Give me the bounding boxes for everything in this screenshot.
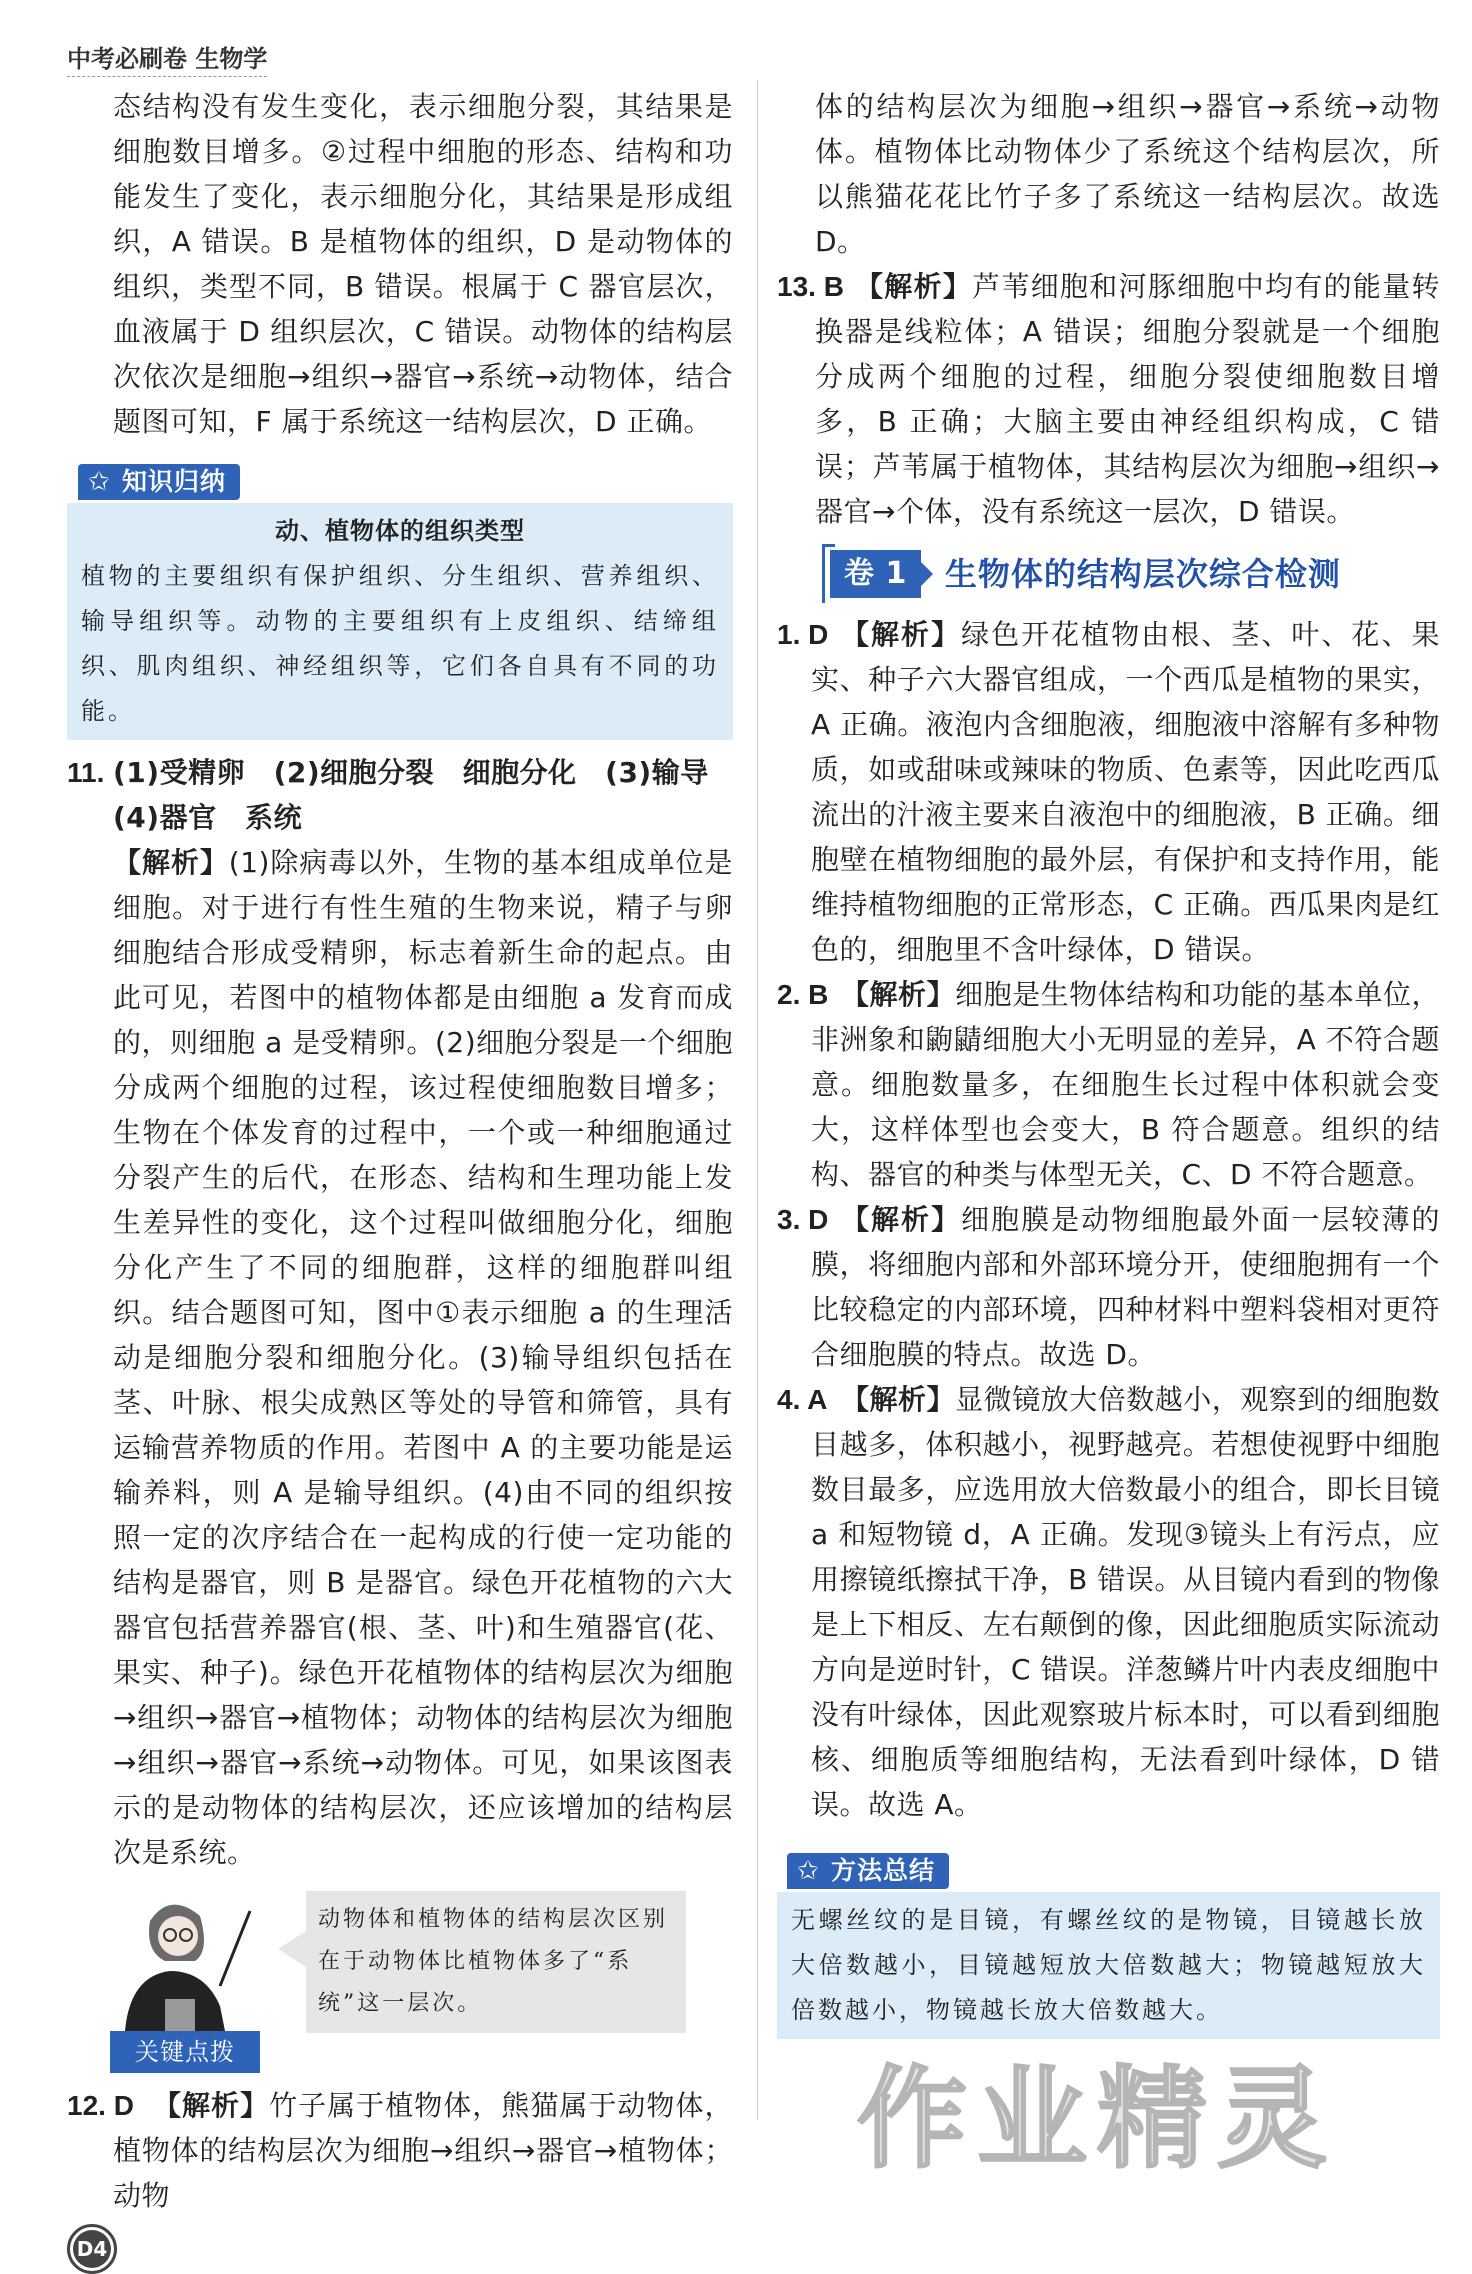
column-divider (757, 80, 758, 2120)
page-number-badge (67, 2224, 117, 2274)
key-tip-figure (110, 1891, 260, 2073)
question-3 (777, 1197, 1440, 1377)
q11-answer-2: (4)器官 系统 (113, 801, 303, 834)
speech-bubble-tail (278, 1931, 306, 1967)
q3-number: 3. D (777, 1204, 829, 1235)
question-11 (67, 750, 733, 1875)
q2-analysis-tag: 【解析】 (841, 978, 956, 1011)
heading-bracket (822, 544, 835, 603)
star-icon: ✩ (88, 467, 111, 497)
key-tip (110, 1891, 733, 2073)
watermark: 作业精灵 (857, 2055, 1337, 2183)
knowledge-label (78, 464, 240, 500)
method-label-text: 方法总结 (831, 1856, 936, 1885)
q10-explanation-cont: 态结构没有发生变化，表示细胞分裂，其结果是细胞数目增多。②过程中细胞的形态、结构和功能发生了变化，表示细胞分化，其结果是形成组织，A 错误。B 是植物体的组织，D 是动物体的组织，类型不同，B 错误。根属于 C 器官层次，血液属于 D 组织层次，C 错误。动物体的结构层次依次是细胞→组织→器官→系统→动物体，结合题图可知，F 属于系统这一结构层次，D 正确。 (113, 90, 733, 438)
star-icon: ✩ (797, 1856, 820, 1886)
q12-analysis-tag: 【解析】 (153, 2089, 270, 2122)
knowledge-title: 动、植物体的组织类型 (275, 517, 525, 545)
knowledge-label-text: 知识归纳 (122, 467, 227, 496)
q4-analysis-tag: 【解析】 (841, 1383, 956, 1416)
question-13 (777, 264, 1440, 534)
knowledge-text: 植物的主要组织有保护组织、分生组织、营养组织、输导组织等。动物的主要组织有上皮组织、结缔组织、肌肉组织、神经组织等，它们各自具有不同的功能。 (81, 562, 719, 725)
q1-explanation: 绿色开花植物由根、茎、叶、花、果实、种子六大器官组成，一个西瓜是植物的果实，A 正确。液泡内含细胞液，细胞液中溶解有多种物质，如或甜味或辣味的物质、色素等，因此吃西瓜流出的汁液主要来自液泡中的细胞液，B 正确。细胞壁在植物细胞的最外层，有保护和支持作用，能维持植物细胞的正常形态，C 正确。西瓜果肉是红色的，细胞里不含叶绿体，D 错误。 (811, 618, 1440, 966)
method-section (777, 1847, 1440, 2039)
q4-number: 4. A (777, 1384, 828, 1415)
question-4 (777, 1377, 1440, 1827)
left-column (67, 84, 733, 2274)
question-2 (777, 972, 1440, 1197)
arrow-right-icon (921, 562, 933, 586)
q13-number: 13. B (777, 271, 844, 302)
method-label (787, 1853, 949, 1889)
q11-number: 11. (67, 757, 105, 788)
key-tip-bubble: 动物体和植物体的结构层次区别在于动物体比植物体多了“系统”这一层次。 (306, 1891, 686, 2033)
right-column (777, 84, 1440, 2183)
section-title: 生物体的结构层次综合检测 (944, 555, 1341, 593)
question-1 (777, 612, 1440, 972)
q11-answer-1: (1)受精卵 (2)细胞分裂 细胞分化 (3)输导 (113, 756, 709, 789)
section-heading (830, 548, 1440, 600)
book-header: 中考必刷卷 生物学 (67, 44, 267, 77)
q13-analysis-tag: 【解析】 (855, 270, 973, 303)
q3-analysis-tag: 【解析】 (841, 1203, 962, 1236)
q3-explanation: 细胞膜是动物细胞最外面一层较薄的膜，将细胞内部和外部环境分开，使细胞拥有一个比较稳定的内部环境，四种材料中塑料袋相对更符合细胞膜的特点。故选 D。 (811, 1203, 1440, 1371)
q12-number: 12. D (67, 2090, 134, 2121)
q11-analysis-tag: 【解析】 (113, 846, 229, 879)
teacher-illustration-icon (110, 1891, 260, 2031)
q2-explanation: 细胞是生物体结构和功能的基本单位，非洲象和鼩鼱细胞大小无明显的差异，A 不符合题意。细胞数量多，在细胞生长过程中体积就会变大，这样体型也会变大，B 符合题意。组织的结构、器官的种类与体型无关，C、D 不符合题意。 (811, 978, 1440, 1191)
q12-explanation: 竹子属于植物体，熊猫属于动物体，植物体的结构层次为细胞→组织→器官→植物体；动物 (113, 2089, 733, 2212)
method-box (777, 1892, 1440, 2039)
key-tip-label: 关键点拨 (110, 2031, 260, 2073)
knowledge-box (67, 503, 733, 740)
method-text: 无螺丝纹的是目镜，有螺丝纹的是物镜，目镜越长放大倍数越小，目镜越短放大倍数越大；物镜越短放大倍数越小，物镜越长放大倍数越大。 (791, 1906, 1426, 2024)
q4-explanation: 显微镜放大倍数越小，观察到的细胞数目越多，体积越小，视野越亮。若想使视野中细胞数目最多，应选用放大倍数最小的组合，即长目镜 a 和短物镜 d，A 正确。发现③镜头上有污点，应用擦镜纸擦拭干净，B 错误。从目镜内看到的物像是上下相反、左右颠倒的像，因此细胞质实际流动方向是逆时针，C 错误。洋葱鳞片叶内表皮细胞中没有叶绿体，因此观察玻片标本时，可以看到细胞核、细胞质等细胞结构，无法看到叶绿体，D 错误。故选 A。 (811, 1383, 1440, 1821)
q12-explanation-cont: 体的结构层次为细胞→组织→器官→系统→动物体。植物体比动物体少了系统这个结构层次，所以熊猫花花比竹子多了系统这一结构层次。故选 D。 (815, 90, 1440, 258)
section-badge: 卷 1 (830, 550, 921, 598)
q1-analysis-tag: 【解析】 (841, 618, 962, 651)
q1-number: 1. D (777, 619, 829, 650)
q13-explanation: 芦苇细胞和河豚细胞中均有的能量转换器是线粒体；A 错误；细胞分裂就是一个细胞分成两个细胞的过程，细胞分裂使细胞数目增多，B 正确；大脑主要由神经组织构成，C 错误；芦苇属于植物体，其结构层次为细胞→组织→器官→个体，没有系统这一层次，D 错误。 (815, 270, 1440, 528)
q11-explanation: (1)除病毒以外，生物的基本组成单位是细胞。对于进行有性生殖的生物来说，精子与卵细胞结合形成受精卵，标志着新生命的起点。由此可见，若图中的植物体都是由细胞 a 发育而成的，则细胞 a 是受精卵。(2)细胞分裂是一个细胞分成两个细胞的过程，该过程使细胞数目增多；生物在个体发育的过程中，一个或一种细胞通过分裂产生的后代，在形态、结构和生理功能上发生差异性的变化，这个过程叫做细胞分化，细胞分化产生了不同的细胞群，这样的细胞群叫组织。结合题图可知，图中①表示细胞 a 的生理活动是细胞分裂和细胞分化。(3)输导组织包括在茎、叶脉、根尖成熟区等处的导管和筛管，具有运输营养物质的作用。若图中 A 的主要功能是运输养料，则 A 是输导组织。(4)由不同的组织按照一定的次序结合在一起构成的行使一定功能的结构是器官，则 B 是器官。绿色开花植物的六大器官包括营养器官(根、茎、叶)和生殖器官(花、果实、种子)。绿色开花植物体的结构层次为细胞→组织→器官→植物体；动物体的结构层次为细胞→组织→器官→系统→动物体。可见，如果该图表示的是动物体的结构层次，还应该增加的结构层次是系统。 (113, 846, 733, 1869)
knowledge-section (67, 458, 733, 740)
page-number: D4 (73, 2230, 111, 2268)
question-12 (67, 2083, 733, 2218)
q2-number: 2. B (777, 979, 829, 1010)
